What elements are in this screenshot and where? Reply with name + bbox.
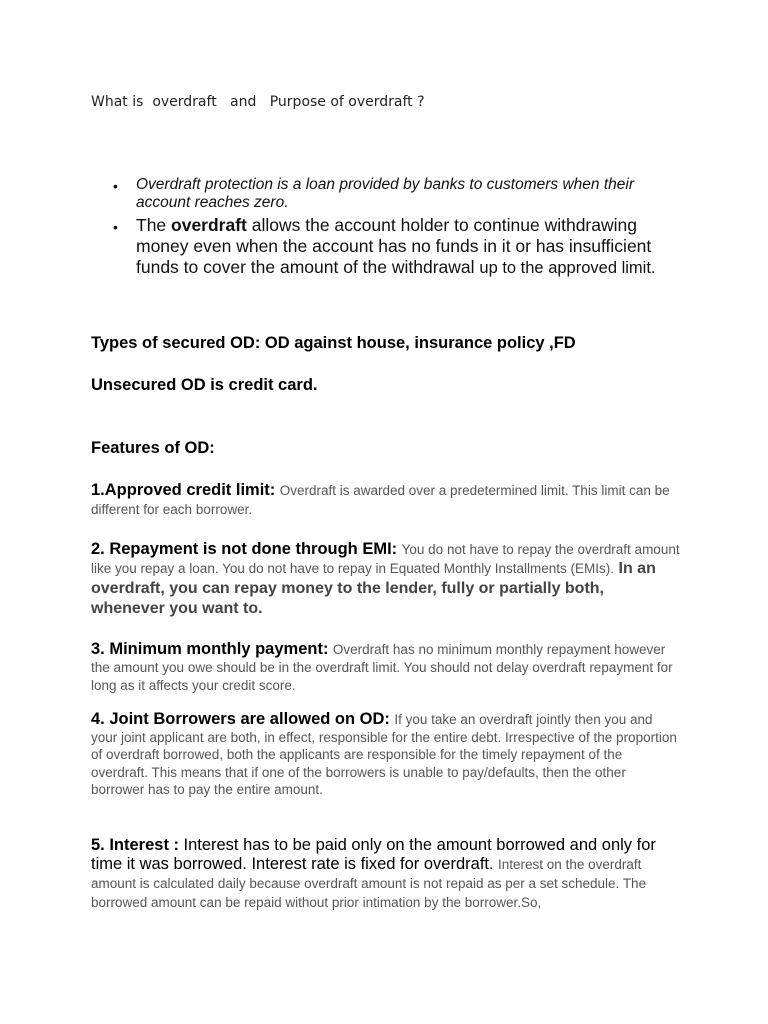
feature-1: [91, 481, 681, 519]
bullet-text-pre: The: [136, 215, 172, 235]
bullet-text-mid: allows the account holder to continue withdrawing money even when the account has no funds in it or has insufficient funds to cover the amount of the withdrawal: [136, 215, 652, 277]
features-heading: Features of OD:: [91, 439, 215, 457]
bullet-list: [111, 176, 671, 279]
feature-title: 1.Approved credit limit:: [91, 481, 276, 499]
feature-title: 2. Repayment is not done through EMI:: [91, 540, 398, 558]
feature-title: 3. Minimum monthly payment: [91, 640, 323, 658]
feature-colon: :: [322, 640, 329, 658]
feature-5: [91, 836, 681, 912]
feature-lead: Interest has to be paid only on the amount borrowed and only for time it was borrowed. Interest rate is fixed for overdraft.: [91, 836, 656, 873]
bullet-item-1: [111, 176, 671, 212]
feature-2: [91, 540, 681, 619]
feature-4: [91, 711, 681, 799]
bullet-item-2: [111, 215, 671, 279]
unsecured-od: Unsecured OD is credit card.: [91, 376, 318, 394]
secured-od-types: Types of secured OD: OD against house, insurance policy ,FD: [91, 334, 576, 352]
feature-text: If you take an overdraft jointly then you and your joint applicant are both, in effect, responsible for the entire debt. Irrespective of the proportion of overdraft borrowed, both the applicants are responsible for the timely repayment of the overdraft. This means that if one of the borrowers is unable to pay/defaults, then the other borrower has to pay the entire amount.: [91, 712, 677, 797]
feature-title: 5. Interest :: [91, 836, 180, 854]
bullet-text-bold: overdraft: [171, 215, 247, 235]
feature-text: Interest on the overdraft amount is calculated daily because overdraft amount is not repaid as per a set schedule. The borrowed amount can be repaid without prior intimation by the borrower.So,: [91, 857, 647, 910]
feature-3: [91, 640, 681, 695]
bullet-dot-icon: •: [113, 219, 118, 235]
bullet-dot-icon: •: [113, 178, 118, 194]
bullet-text: Overdraft protection is a loan provided by banks to customers when their account reaches zero.: [136, 176, 634, 211]
feature-text: You do not have to repay the overdraft amount like you repay a loan. You do not have to repay in Equated Monthly Installments (EMIs).: [91, 542, 680, 576]
feature-text: Overdraft has no minimum monthly repayment however the amount you owe should be in the overdraft limit. You should not delay overdraft repayment for long as it affects your credit score.: [91, 642, 673, 693]
feature-title: 4. Joint Borrowers are allowed on OD:: [91, 710, 390, 728]
feature-emphasis: In an overdraft, you can repay money to the lender, fully or partially both, whenever you want to.: [91, 560, 656, 617]
bullet-text-tail: up to the approved limit.: [479, 259, 656, 277]
page-heading: What is overdraft and Purpose of overdraft ?: [91, 94, 425, 110]
feature-text: Overdraft is awarded over a predetermined limit. This limit can be different for each borrower.: [91, 483, 670, 517]
